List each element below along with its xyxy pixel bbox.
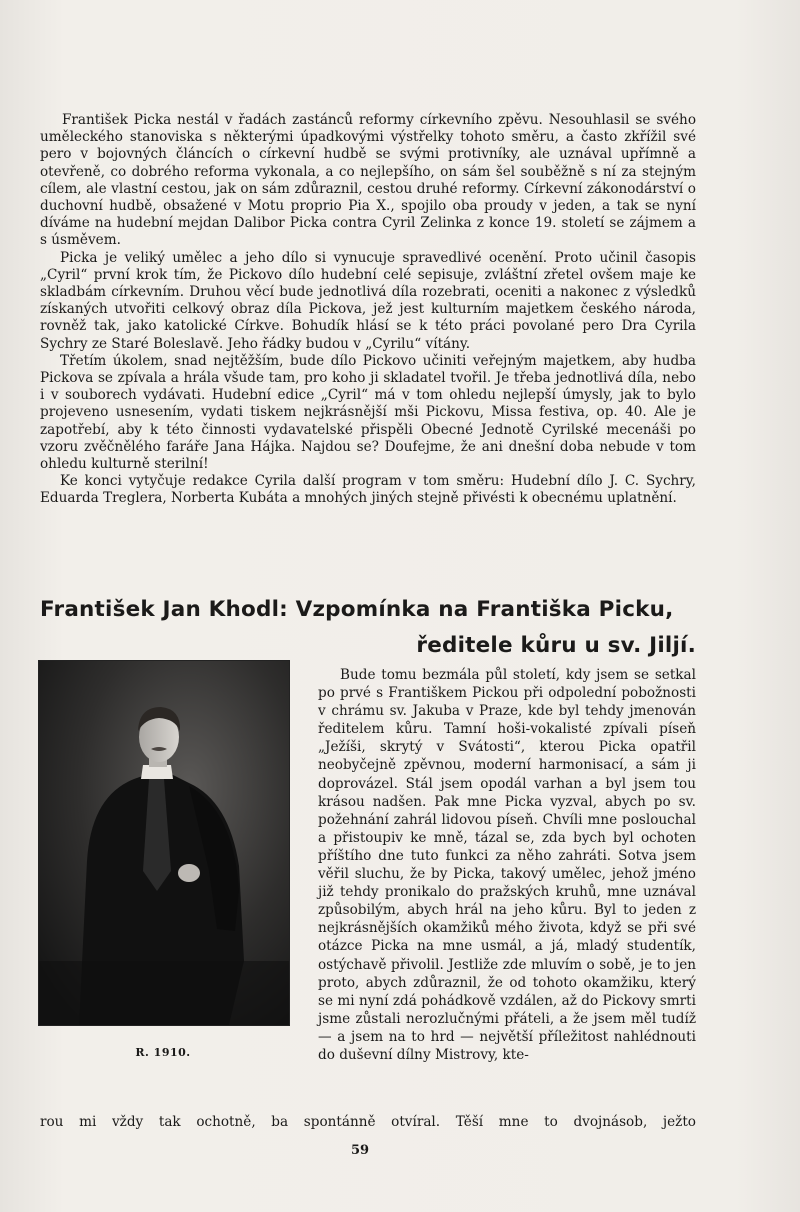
paragraph: František Picka nestál v řadách zastánců reformy církevního zpěvu. Nesouhlasil se svého uměleckého stanoviska s některými úpadkovými výstřelky tohoto směru, a často zkřížil své pero v bojovných článcích o církevní hudbě se svými protivníky, ale uznával upřímně a otevřeně, co dobrého reforma vykonala, a co nejlepšího, on sám šel souběžně s ní za stejným cílem, ale vlastní cestou, jak on sám zdůraznil, cestou druhé reformy. Církevní zákonodárství o duchovní hudbě, obsažené v Motu proprio Pia X., spojilo oba proudy v jeden, a tak se nyní díváme na hudební mejdan Dalibor Picka contra Cyril Zelinka z konce 19. století se zájmem a s úsměvem. <box>40 112 696 249</box>
page-number: 59 <box>350 1143 370 1158</box>
paragraph: Picka je veliký umělec a jeho dílo si vynucuje spravedlivé ocenění. Proto učinil časopis „Cyril“ první krok tím, že Pickovo dílo hudební celé sepisuje, zvláštní zřetel ovšem maje ke skladbám církevním. Druhou věcí bude jednotlivá díla rozebrati, oceniti a nakonec z výsledků získaných utvořiti celkový obraz díla Pickova, jež jest kulturním majetkem českého národa, rovněž tak, jako katolické Církve. Bohudík hlásí se k této práci povolané pero Dra Cyrila Sychry ze Staré Boleslavě. Jeho řádky budou v „Cyrilu“ vítány. <box>40 249 696 352</box>
paragraph: Ke konci vytyčuje redakce Cyrila další program v tom směru: Hudební dílo J. C. Sychry, Eduarda Treglera, Norberta Kubáta a mnohých jiných stejně přivésti k obecnému uplatnění. <box>40 473 696 507</box>
portrait-photo <box>38 660 290 1026</box>
article-heading <box>40 592 696 664</box>
article-body <box>40 112 696 508</box>
heading-line-1: František Jan Khodl: Vzpomínka na Františka Picku, <box>40 597 674 622</box>
photo-caption: R. 1910. <box>135 1046 191 1059</box>
paragraph: Třetím úkolem, snad nejtěžším, bude dílo Pickovo učiniti veřejným majetkem, aby hudba Pickova se zpívala a hrála všude tam, pro koho ji skladatel tvořil. Je třeba jednotlivá díla, nebo i v souborech vydávati. Hudební edice „Cyril“ má v tom ohledu nejlepší úmysly, jak to bylo projeveno usnesením, vydati tiskem nejkrásnější mši Pickovu, Missa festiva, op. 40. Ale je zapotřebí, aby k této činnosti vydavatelské přispěli Obecné Jednotě Cyrilské mecenáši po vzoru zvěčnělého faráře Jana Hájka. Najdou se? Doufejme, že ani dnešní doba nebude v tom ohledu kulturně sterilní! <box>40 352 696 473</box>
tail-text-line: rou mi vždy tak ochotně, ba spontánně otvíral. Těší mne to dvojnásob, ježto <box>40 1114 696 1130</box>
column-text <box>318 666 696 1064</box>
paragraph: Bude tomu bezmála půl století, kdy jsem se setkal po prvé s Františkem Pickou při odpolední pobožnosti v chrámu sv. Jakuba v Praze, kde byl tehdy jmenován ředitelem kůru. Tamní hoši-vokalisté zpívali píseň „Ježíši, skrytý v Svátosti“, kterou Picka opatřil neobyčejně zpěvnou, moderní harmonisací, a sám ji doprovázel. Stál jsem opodál varhan a byl jsem tou krásou nadšen. Pak mne Picka vyzval, abych po sv. požehnání zahrál lidovou píseň. Chvíli mne poslouchal a přistoupiv ke mně, tázal se, zda bych byl ochoten příštího dne tuto funkci za něho zahráti. Sotva jsem věřil sluchu, že by Picka, takový umělec, jehož jméno již tehdy pronikalo do pražských kruhů, mne uznával způsobilým, abych hrál na jeho kůru. Byl to jeden z nejkrásnějších okamžiků mého života, když se při své otázce Picka na mne usmál, a já, mladý studentík, ostýchavě přivolil. Jestliže zde mluvím o sobě, je to jen proto, abych zdůraznil, že od tohoto okamžiku, který se mi nyní zdá pohádkově vzdálen, až do Pickovy smrti jsme zůstali nerozlučnými přáteli, a že jsem měl tudíž — a jsem na to hrd — největší příležitost nahlédnouti do duševní dílny Mistrovy, kte- <box>318 667 696 1063</box>
heading-line-2: ředitele kůru u sv. Jiljí. <box>416 633 696 658</box>
